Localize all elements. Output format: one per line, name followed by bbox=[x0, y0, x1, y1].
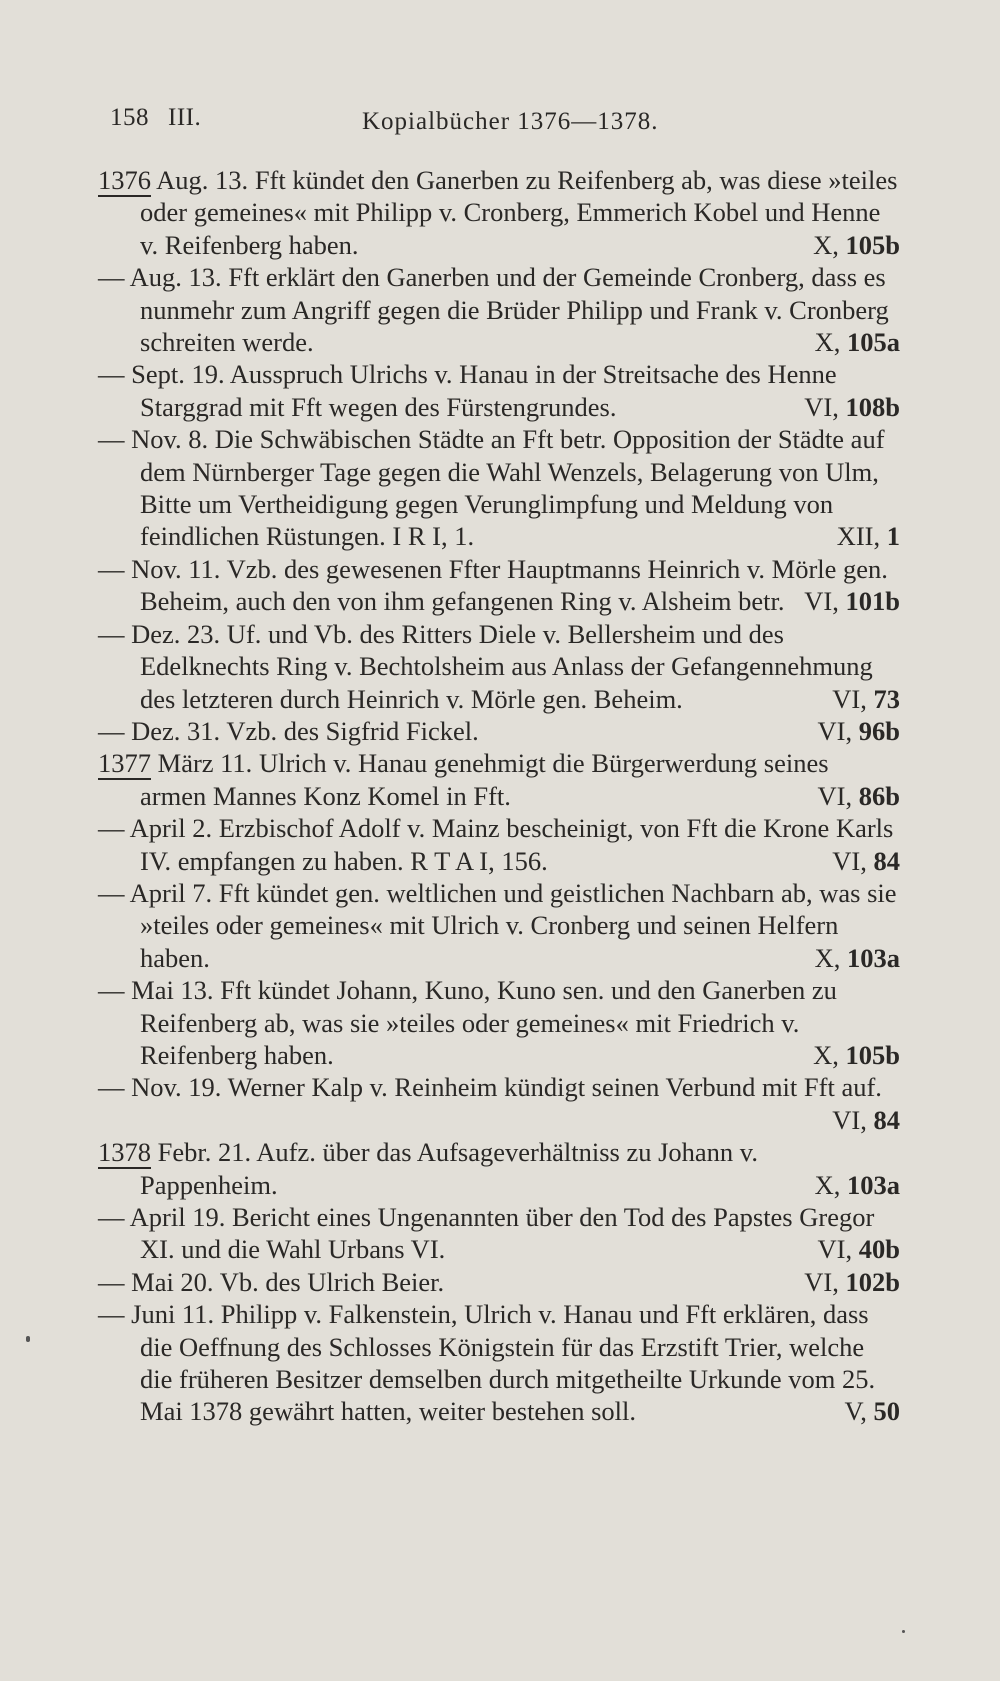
page-header bbox=[110, 104, 890, 144]
entry-year: — bbox=[98, 715, 125, 746]
list-item bbox=[98, 1136, 900, 1201]
entry-reference bbox=[832, 845, 900, 877]
entry-date: Nov. 8. bbox=[124, 424, 209, 455]
entry-year: — bbox=[98, 359, 125, 390]
reference-volume: VI, bbox=[817, 780, 859, 811]
reference-volume: X, bbox=[814, 327, 847, 358]
reference-volume: VI, bbox=[817, 715, 859, 746]
entry-text: Vzb. des gewesenen Ffter Hauptmanns Heinrich v. Mörle gen. Beheim, auch den von ihm gefangenen Ring v. Alsheim betr. bbox=[140, 553, 888, 617]
entry-reference bbox=[832, 1104, 900, 1136]
entry-year: 1377 bbox=[98, 748, 151, 779]
entry-reference bbox=[837, 520, 900, 552]
entry-year: — bbox=[98, 877, 125, 908]
reference-folio: 96b bbox=[858, 715, 900, 746]
entry-reference bbox=[845, 1395, 900, 1427]
list-item bbox=[98, 553, 900, 618]
entry-reference bbox=[832, 683, 900, 715]
entry-year: — bbox=[98, 975, 125, 1006]
entry-date: Nov. 19. bbox=[124, 1072, 222, 1103]
list-item bbox=[98, 877, 900, 974]
entry-reference bbox=[815, 1169, 900, 1201]
entry-year: — bbox=[98, 618, 125, 649]
list-item bbox=[98, 747, 900, 812]
entry-year: — bbox=[98, 424, 125, 455]
entry-year: — bbox=[98, 262, 125, 293]
reference-folio: 1 bbox=[886, 521, 900, 552]
list-item bbox=[98, 1071, 900, 1136]
entry-reference bbox=[804, 585, 900, 617]
entry-year: — bbox=[98, 1072, 125, 1103]
margin-speck bbox=[902, 1630, 905, 1633]
reference-folio: 102b bbox=[845, 1266, 900, 1297]
entry-list bbox=[98, 164, 900, 1428]
entry-date: Aug. 13. bbox=[151, 165, 249, 195]
reference-volume: X, bbox=[814, 1169, 847, 1200]
reference-folio: 40b bbox=[858, 1234, 900, 1265]
entry-reference bbox=[815, 942, 900, 974]
entry-reference bbox=[818, 1233, 900, 1265]
reference-volume: VI, bbox=[804, 1266, 846, 1297]
entry-date: Dez. 23. bbox=[124, 618, 221, 649]
entry-date: Dez. 31. bbox=[124, 715, 221, 746]
entry-reference bbox=[818, 715, 900, 747]
entry-date: März 11. bbox=[151, 748, 253, 779]
entry-text: Ulrich v. Hanau genehmigt die Bürgerwerdung seines armen Mannes Konz Komel in Fft. bbox=[140, 748, 829, 811]
section-number: III. bbox=[168, 104, 202, 131]
reference-volume: X, bbox=[813, 1039, 846, 1070]
reference-folio: 50 bbox=[873, 1396, 900, 1427]
list-item bbox=[98, 618, 900, 715]
entry-year: 1378 bbox=[98, 1137, 151, 1168]
entry-text: Vzb. des Sigfrid Fickel. bbox=[220, 715, 479, 746]
list-item bbox=[98, 423, 900, 553]
entry-text: Bericht eines Ungenannten über den Tod des Papstes Gregor XI. und die Wahl Urbans VI. bbox=[140, 1202, 875, 1265]
reference-volume: VI, bbox=[817, 1234, 859, 1265]
entry-text: Philipp v. Falkenstein, Ulrich v. Hanau und Fft erklären, dass die Oeffnung des Schlosses Königstein für das Erzstift Trier, welche die früheren Besitzer demselben durch mitgetheilte Urkunde vom 25. Mai 1378 gewährt hatten, weiter bestehen soll. bbox=[140, 1299, 876, 1427]
reference-volume: V, bbox=[844, 1396, 874, 1427]
reference-volume: VI, bbox=[832, 1104, 874, 1135]
entry-year: 1376 bbox=[98, 165, 151, 195]
entry-reference bbox=[815, 326, 900, 358]
reference-volume: XII, bbox=[836, 521, 887, 552]
entry-year: — bbox=[98, 1299, 125, 1330]
entry-text: Uf. und Vb. des Ritters Diele v. Bellersheim und des Edelknechts Ring v. Bechtolsheim aus Anlass der Gefangennehmung des letzteren durch Heinrich v. Mörle gen. Beheim. bbox=[140, 618, 873, 714]
reference-folio: 103a bbox=[847, 942, 900, 973]
list-item bbox=[98, 812, 900, 877]
entry-text: Fft erklärt den Ganerben und der Gemeinde Cronberg, dass es nunmehr zum Angriff gegen die Brüder Philipp und Frank v. Cronberg schreiten werde. bbox=[140, 262, 889, 358]
entry-date: Aug. 13. bbox=[124, 262, 222, 293]
list-item bbox=[98, 1201, 900, 1266]
list-item bbox=[98, 715, 900, 747]
entry-text: Erzbischof Adolf v. Mainz bescheinigt, von Fft die Krone Karls IV. empfangen zu haben. R T A I, 156. bbox=[140, 813, 894, 876]
list-item bbox=[98, 1298, 900, 1428]
list-item bbox=[98, 358, 900, 423]
entry-reference bbox=[813, 229, 900, 261]
page-number: 158 bbox=[110, 104, 149, 131]
reference-folio: 105b bbox=[845, 229, 900, 260]
entry-year: — bbox=[98, 1266, 125, 1297]
list-item bbox=[98, 164, 900, 261]
entry-text: Werner Kalp v. Reinheim kündigt seinen Verbund mit Fft auf. bbox=[221, 1072, 882, 1103]
reference-volume: VI, bbox=[804, 586, 846, 617]
entry-date: April 2. bbox=[124, 813, 213, 844]
entry-text: Fft kündet den Ganerben zu Reifenberg ab, was diese »teiles oder gemeines« mit Philipp v. Cronberg, Emmerich Kobel und Henne v. Reifenberg haben. bbox=[140, 165, 898, 260]
entry-reference bbox=[804, 1266, 900, 1298]
list-item bbox=[98, 1266, 900, 1298]
entry-year: — bbox=[98, 813, 125, 844]
entry-date: Febr. 21. bbox=[151, 1137, 252, 1168]
entry-date: Mai 20. bbox=[124, 1266, 214, 1297]
entry-text: Ausspruch Ulrichs v. Hanau in der Streitsache des Henne Starggrad mit Fft wegen des Fürstengrundes. bbox=[140, 359, 837, 422]
entry-text: Fft kündet Johann, Kuno, Kuno sen. und den Ganerben zu Reifenberg ab, was sie »teiles oder gemeines« mit Friedrich v. Reifenberg haben. bbox=[140, 975, 837, 1070]
entry-date: Sept. 19. bbox=[124, 359, 225, 390]
reference-folio: 84 bbox=[873, 845, 900, 876]
entry-text: Die Schwäbischen Städte an Fft betr. Opposition der Städte auf dem Nürnberger Tage gegen die Wahl Wenzels, Belagerung von Ulm, Bitte um Vertheidigung gegen Verunglimpfung und Meldung von feindlichen Rüstungen. I R I, 1. bbox=[140, 424, 885, 552]
reference-folio: 105b bbox=[845, 1039, 900, 1070]
reference-volume: X, bbox=[814, 942, 847, 973]
entry-date: Nov. 11. bbox=[124, 553, 221, 584]
entry-reference bbox=[813, 1039, 900, 1071]
entry-date: April 7. bbox=[124, 877, 213, 908]
reference-folio: 108b bbox=[845, 391, 900, 422]
entry-reference bbox=[818, 780, 900, 812]
entry-year: — bbox=[98, 553, 125, 584]
reference-volume: VI, bbox=[832, 845, 874, 876]
entry-text: Fft kündet gen. weltlichen und geistlichen Nachbarn ab, was sie »teiles oder gemeines« mit Ulrich v. Cronberg und seinen Helfern haben. bbox=[140, 877, 897, 973]
reference-volume: VI, bbox=[832, 683, 874, 714]
entry-text: Vb. des Ulrich Beier. bbox=[213, 1266, 445, 1297]
reference-folio: 84 bbox=[873, 1104, 900, 1135]
reference-volume: X, bbox=[813, 229, 846, 260]
entry-date: Juni 11. bbox=[124, 1299, 215, 1330]
entry-text: Aufz. über das Aufsageverhältniss zu Johann v. Pappenheim. bbox=[140, 1137, 758, 1200]
reference-folio: 103a bbox=[847, 1169, 900, 1200]
reference-folio: 105a bbox=[847, 327, 900, 358]
reference-folio: 73 bbox=[873, 683, 900, 714]
entry-date: Mai 13. bbox=[124, 975, 214, 1006]
running-title: Kopialbücher 1376—1378. bbox=[362, 108, 659, 135]
reference-volume: VI, bbox=[804, 391, 846, 422]
entry-reference bbox=[804, 391, 900, 423]
entry-date: April 19. bbox=[124, 1202, 226, 1232]
margin-speck bbox=[26, 1336, 30, 1342]
reference-folio: 101b bbox=[845, 586, 900, 617]
entry-year: — bbox=[98, 1202, 125, 1232]
list-item bbox=[98, 974, 900, 1071]
reference-folio: 86b bbox=[858, 780, 900, 811]
list-item bbox=[98, 261, 900, 358]
